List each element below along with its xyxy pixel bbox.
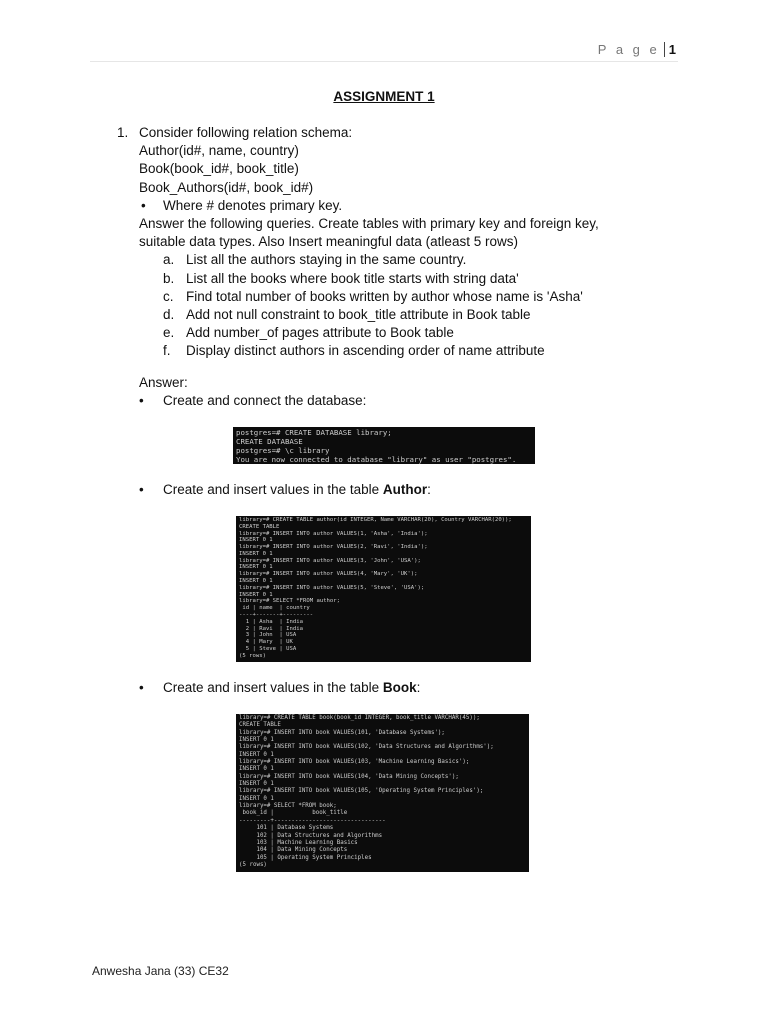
step-prefix: Create and insert values in the table bbox=[163, 680, 383, 695]
page-label: P a g e bbox=[597, 42, 660, 57]
query-item bbox=[139, 251, 679, 269]
schema-author: Author(id#, name, country) bbox=[139, 143, 299, 159]
question-body bbox=[139, 124, 679, 361]
query-text: List all the books where book title starts with string data' bbox=[186, 270, 519, 286]
primary-key-note-text: Where # denotes primary key. bbox=[163, 197, 343, 213]
answer-label: Answer: bbox=[139, 375, 188, 390]
primary-key-note bbox=[139, 197, 679, 215]
bullet-glyph: • bbox=[141, 197, 146, 213]
query-text: List all the authors staying in the same country. bbox=[186, 252, 467, 268]
query-text: Add number_of pages attribute to Book table bbox=[186, 325, 454, 341]
step-prefix: Create and insert values in the table bbox=[163, 482, 383, 497]
query-item bbox=[139, 270, 679, 288]
terminal-screenshot-author: library=# CREATE TABLE author(id INTEGER, Name VARCHAR(20), Country VARCHAR(20)); CREATE TABLE library=# INSERT INTO author VALUES(1, 'Asha', 'India'); INSERT 0 1 library=# INSERT INTO author VALUES(2, 'Ravi', 'India'); INSERT 0 1 library=# INSERT INTO author VALUES(3, 'John', 'USA'); INSERT 0 1 library=# INSERT INTO author VALUES(4, 'Mary', 'UK'); INSERT 0 1 library=# INSERT INTO author VALUES(5, 'Steve', 'USA'); INSERT 0 1 library=# SELECT *FROM author; id | name | country ----+-------+--------- 1 | Asha | India 2 | Ravi | India 3 | John | USA 4 | Mary | UK 5 | Steve | USA (5 rows) bbox=[236, 516, 531, 662]
query-item bbox=[139, 324, 679, 342]
answer-step-text bbox=[163, 680, 420, 695]
query-label: f. bbox=[163, 343, 171, 359]
bullet-glyph: • bbox=[139, 482, 144, 497]
answer-step-text: Create and connect the database: bbox=[163, 393, 367, 408]
query-item bbox=[139, 342, 679, 360]
query-text: Find total number of books written by author whose name is 'Asha' bbox=[186, 288, 583, 304]
bullet-glyph: • bbox=[139, 680, 144, 695]
header-divider bbox=[90, 61, 678, 62]
query-item bbox=[139, 306, 679, 324]
query-label: e. bbox=[163, 325, 175, 341]
bullet-glyph: • bbox=[139, 393, 144, 408]
query-item bbox=[139, 288, 679, 306]
instructions-line-2: suitable data types. Also Insert meaningful data (atleast 5 rows) bbox=[139, 234, 518, 250]
instructions-line-1: Answer the following queries. Create tables with primary key and foreign key, bbox=[139, 216, 599, 232]
schema-intro: Consider following relation schema: bbox=[139, 125, 353, 140]
answer-step-text bbox=[163, 482, 431, 497]
footer-author: Anwesha Jana (33) CE32 bbox=[92, 964, 229, 978]
schema-book-authors: Book_Authors(id#, book_id#) bbox=[139, 179, 314, 195]
step-table-name: Author bbox=[382, 482, 428, 497]
query-label: d. bbox=[163, 307, 175, 323]
terminal-screenshot-book: library=# CREATE TABLE book(book_id INTEGER, book_title VARCHAR(45)); CREATE TABLE library=# INSERT INTO book VALUES(101, 'Database Systems'); INSERT 0 1 library=# INSERT INTO book VALUES(102, 'Data Structures and Algorithms'); INSERT 0 1 library=# INSERT INTO book VALUES(103, 'Machine Learning Basics'); INSERT 0 1 library=# INSERT INTO book VALUES(104, 'Data Mining Concepts'); INSERT 0 1 library=# INSERT INTO book VALUES(105, 'Operating System Principles'); INSERT 0 1 library=# SELECT *FROM book; book_id | book_title ---------+-------------------------------- 101 | Database Systems 102 | Data Structures and Algorithms 103 | Machine Learning Basics 104 | Data Mining Concepts 105 | Operating System Principles (5 rows) bbox=[236, 714, 529, 872]
page-header bbox=[598, 42, 676, 57]
query-text: Display distinct authors in ascending order of name attribute bbox=[186, 343, 545, 359]
schema-book: Book(book_id#, book_title) bbox=[139, 161, 299, 177]
page-number: 1 bbox=[664, 42, 676, 57]
query-label: c. bbox=[163, 288, 174, 304]
query-label: b. bbox=[163, 270, 175, 286]
step-table-name: Book bbox=[382, 680, 417, 695]
query-label: a. bbox=[163, 252, 175, 268]
step-suffix: : bbox=[416, 680, 421, 695]
step-suffix: : bbox=[427, 482, 431, 497]
query-text: Add not null constraint to book_title attribute in Book table bbox=[186, 307, 531, 323]
assignment-title: ASSIGNMENT 1 bbox=[333, 89, 435, 104]
question-number: 1. bbox=[117, 125, 129, 140]
terminal-screenshot-create-db: postgres=# CREATE DATABASE library; CREATE DATABASE postgres=# \c library You are now connected to database "library" as user "postgres". bbox=[233, 427, 535, 464]
